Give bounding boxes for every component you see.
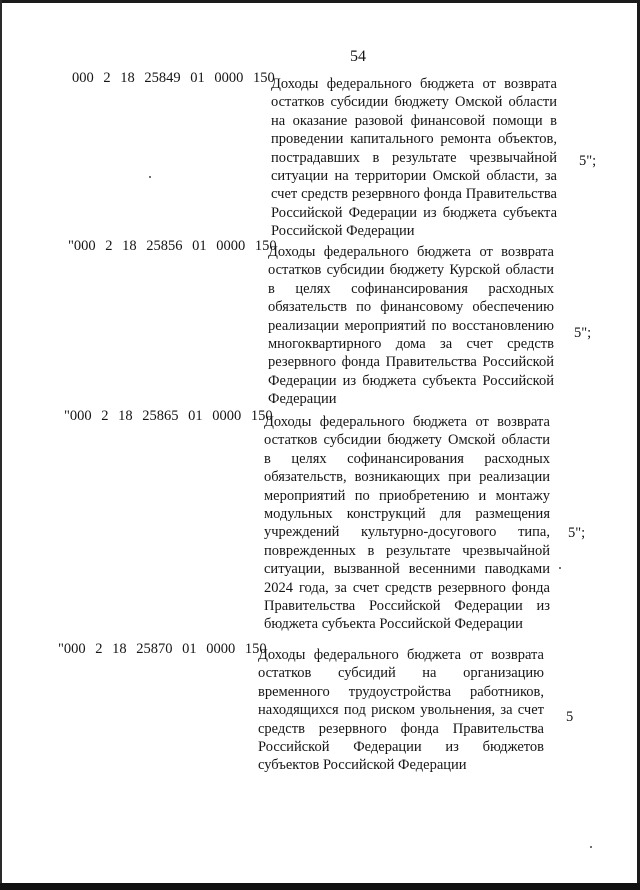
income-description: Доходы федерального бюджета от возврата остатков субсидии бюджету Омской области в целях софинансирования расходных обязательств, возникающих при реализации мероприятий по приобретению и монтажу модульных конструкций для размещения учреждений культурно-досугового типа, поврежденных в результате чрезвычайной ситуации, вызванной весенними паводками 2024 года, за счет средств резервного фонда Правительства Российской Федерации из бюджета субъекта Российской Федерации bbox=[264, 414, 550, 633]
income-description: Доходы федерального бюджета от возврата остатков субсидии бюджету Омской области на оказание разовой финансовой помощи в проведении капитального ремонта объектов, пострадавших в результате чрезвычайной ситуации на территории Омской области, за счет средств резервного фонда Правительства Российской Федерации из бюджета субъекта Российской Федерации bbox=[271, 76, 557, 240]
amount-value: 5"; bbox=[574, 325, 592, 341]
income-description: Доходы федерального бюджета от возврата остатков субсидии бюджету Курской области в целях софинансирования расходных обязательств по финансовому обеспечению реализации мероприятий по восстановлению многоквартирного дома за счет средств резервного фонда Правительства Российской Федерации из бюджета субъекта Российской Федерации bbox=[268, 244, 554, 408]
scan-edge-top bbox=[0, 0, 640, 3]
budget-classification-code: "000 2 18 25856 01 0000 150 bbox=[68, 238, 277, 254]
scan-speck bbox=[149, 176, 151, 178]
scan-speck bbox=[590, 846, 592, 848]
page-number: 54 bbox=[350, 48, 366, 65]
scan-speck bbox=[559, 567, 561, 569]
scan-edge-left bbox=[0, 0, 2, 890]
budget-classification-code: "000 2 18 25865 01 0000 150 bbox=[64, 408, 273, 424]
amount-value: 5"; bbox=[568, 525, 586, 541]
income-description: Доходы федерального бюджета от возврата остатков субсидий на организацию временного трудоустройства работников, находящихся под риском увольнения, за счет средств резервного фонда Правительства Российской Федерации из бюджетов субъектов Российской Федерации bbox=[258, 647, 544, 774]
amount-value: 5 bbox=[566, 709, 574, 725]
budget-classification-code: "000 2 18 25870 01 0000 150 bbox=[58, 641, 267, 657]
scan-edge-bottom bbox=[0, 883, 640, 890]
budget-classification-code: 000 2 18 25849 01 0000 150 bbox=[72, 70, 275, 86]
amount-value: 5"; bbox=[579, 153, 597, 169]
